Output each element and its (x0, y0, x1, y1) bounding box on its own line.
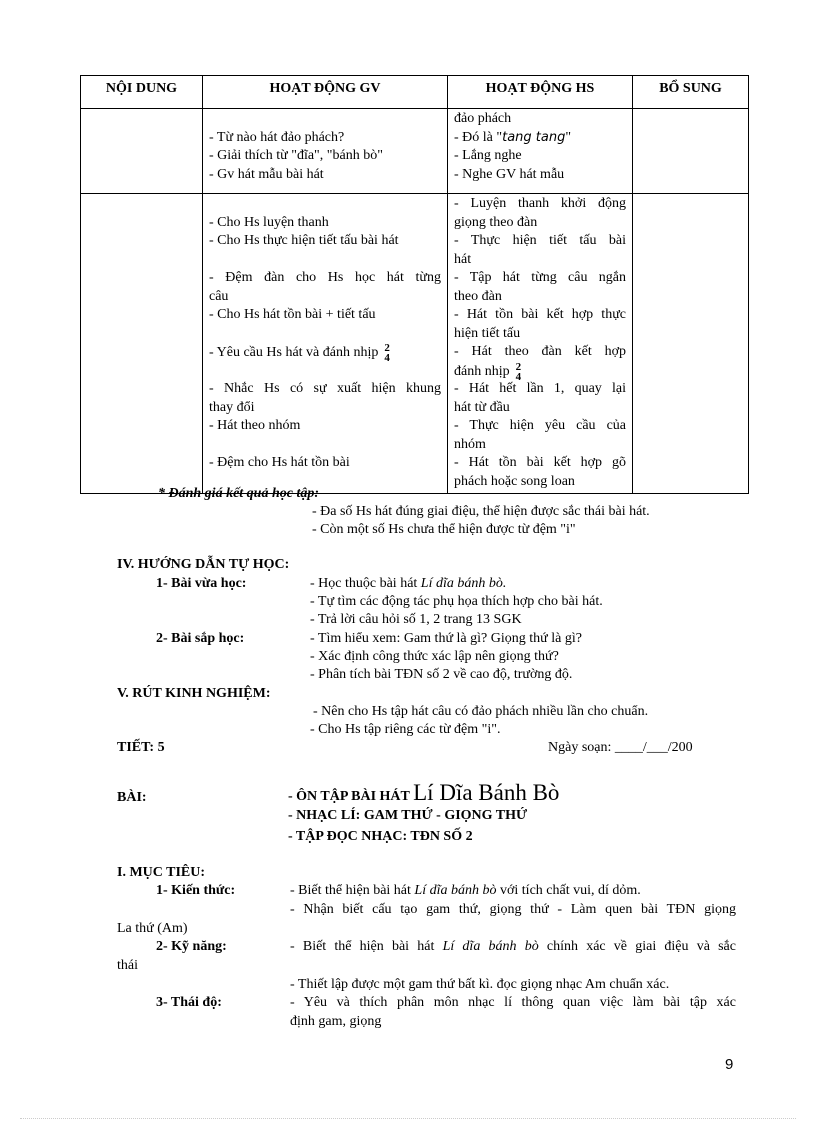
time-signature (516, 362, 522, 382)
page-footer-divider (20, 1118, 796, 1119)
hs-line: hát (454, 251, 472, 267)
objective-text: chính xác về giai điệu và sắc (538, 939, 736, 954)
objective-line: thái (117, 958, 138, 973)
objective-line: định gam, giọng (290, 1014, 382, 1029)
item-line: - Xác định công thức xác lập nên giọng thứ? (310, 649, 559, 664)
gv-line: - Cho Hs hát tồn bài + tiết tấu (209, 307, 376, 322)
time-signature (384, 343, 390, 363)
experience-line: - Nên cho Hs tập hát câu có đảo phách nhiều lần cho chuẩn. (313, 704, 649, 719)
hs-line: - Hát hết lần 1, quay lại (454, 381, 626, 396)
kien-thuc-label: 1- Kiến thức: (156, 883, 236, 898)
gv-line-text: - Yêu cầu Hs hát và đánh nhịp (209, 345, 379, 361)
gv-line: - Gv hát mẫu bài hát (209, 166, 324, 182)
ky-nang-label: 2- Kỹ năng: (156, 939, 227, 954)
gv-line: - Nhắc Hs có sự xuất hiện khung (209, 381, 441, 396)
table-row (81, 194, 749, 494)
objective-line: - Thiết lập được một gam thứ bất kì. đọc giọng nhạc Am chuẩn xác. (290, 977, 670, 992)
objective-line: - Nhận biết cấu tạo gam thứ, giọng thứ - Làm quen bài TĐN giọng (290, 902, 736, 917)
lesson-activity-table (80, 75, 749, 494)
objective-line (290, 883, 641, 899)
header-hoat-dong-gv: HOẠT ĐỘNG GV (203, 76, 448, 109)
hs-line: đảo phách (454, 111, 512, 126)
objective-line: La thứ (Am) (117, 921, 188, 936)
row2-gv-cell (203, 194, 448, 494)
date-prepared: Ngày soạn: ____/___/200 (548, 740, 693, 755)
section-5-heading: V. RÚT KINH NGHIỆM: (117, 686, 271, 701)
bai-line (288, 780, 559, 806)
hs-line: - Nghe GV hát mẫu (454, 166, 565, 182)
item-line: - Tìm hiểu xem: Gam thứ là gì? Giọng thứ là gì? (310, 631, 582, 646)
hs-line-quote: " (565, 129, 572, 145)
objective-line: - Yêu và thích phân môn nhạc lí thông quan việc làm bài tập xác (290, 995, 736, 1010)
gv-line: - Cho Hs luyện thanh (209, 214, 329, 230)
bai-label: BÀI: (117, 790, 147, 805)
hs-line: giọng theo đàn (454, 214, 538, 230)
gv-line: - Từ nào hát đảo phách? (209, 129, 345, 145)
objective-text: - Biết thể hiện bài hát (290, 939, 443, 954)
hs-line (454, 362, 626, 381)
hs-line: - Thực hiện yêu cầu của (454, 418, 626, 433)
gv-line: câu (209, 288, 229, 304)
song-title: Lí Dĩa Bánh Bò (413, 780, 560, 805)
time-sig-den: 4 (515, 370, 522, 383)
hs-line: - Tập hát từng câu ngắn (454, 270, 626, 285)
bai-line: - TẬP ĐỌC NHẠC: TĐN SỐ 2 (288, 829, 473, 844)
thai-do-label: 3- Thái độ: (156, 995, 222, 1010)
gv-line: - Đệm cho Hs hát tồn bài (209, 455, 350, 470)
hs-line: hiện tiết tấu (454, 325, 521, 341)
item-line: - Trả lời câu hỏi số 1, 2 trang 13 SGK (310, 612, 522, 627)
bai-line-text: - ÔN TẬP BÀI HÁT (288, 789, 410, 804)
hs-line: theo đàn (454, 288, 502, 304)
experience-line: - Cho Hs tập riêng các từ đệm "i". (310, 722, 501, 737)
hs-line: phách hoặc song loan (454, 473, 575, 489)
hs-line: - Hát tồn bài kết hợp thực (454, 307, 626, 322)
time-sig-num: 2 (515, 360, 522, 373)
row2-noi-dung-cell (81, 194, 203, 494)
item-line (310, 576, 506, 592)
table-header-row (81, 76, 749, 109)
gv-line: thay đổi (209, 399, 255, 415)
evaluation-line: - Còn một số Hs chưa thể hiện được từ đệm "i" (312, 522, 576, 537)
header-bo-sung: BỔ SUNG (633, 76, 749, 109)
bai-line: - NHẠC LÍ: GAM THỨ - GIỌNG THỨ (288, 808, 528, 823)
section-1-heading: I. MỤC TIÊU: (117, 865, 206, 880)
hs-line-text: đánh nhịp (454, 363, 510, 379)
hs-line: - Hát theo đàn kết hợp (454, 344, 626, 359)
hs-line (454, 129, 626, 148)
gv-line: - Hát theo nhóm (209, 418, 301, 433)
time-sig-den: 4 (384, 352, 390, 364)
item-bai-vua-hoc-label: 1- Bài vừa học: (156, 576, 247, 591)
hs-line: - Lắng nghe (454, 148, 522, 163)
hs-line: hát từ đầu (454, 399, 510, 415)
item-line: - Tự tìm các động tác phụ họa thích hợp cho bài hát. (310, 594, 603, 609)
gv-line (209, 343, 441, 362)
row2-hs-cell (448, 194, 633, 494)
song-title: Lí dĩa bánh bò. (420, 576, 507, 591)
objective-text: - Biết thể hiện bài hát (290, 883, 415, 898)
gv-line: - Đệm đàn cho Hs học hát từng (209, 270, 441, 285)
song-title: Lí dĩa bánh bò (414, 883, 497, 898)
hs-line-text: - Đó là " (454, 129, 503, 145)
item-line-text: - Học thuộc bài hát (310, 576, 421, 591)
row1-bo-sung-cell (633, 109, 749, 194)
period-label: TIẾT: 5 (117, 740, 165, 755)
hs-line: - Luyện thanh khởi động (454, 196, 626, 211)
row2-bo-sung-cell (633, 194, 749, 494)
gv-line: - Cho Hs thực hiện tiết tấu bài hát (209, 233, 399, 248)
hs-line: - Thực hiện tiết tấu bài (454, 233, 626, 248)
evaluation-heading: * Đánh giá kết quả học tập: (158, 486, 320, 501)
hs-line: - Hát tồn bài kết hợp gõ (454, 455, 626, 470)
gv-line: - Giải thích từ "đĩa", "bánh bò" (209, 148, 383, 163)
song-title: Lí dĩa bánh bò (442, 939, 539, 954)
hs-line: nhóm (454, 436, 486, 452)
item-line: - Phân tích bài TĐN số 2 về cao độ, trường độ. (310, 667, 573, 682)
objective-line (290, 939, 736, 955)
header-hoat-dong-hs: HOẠT ĐỘNG HS (448, 76, 633, 109)
section-4-heading: IV. HƯỚNG DẪN TỰ HỌC: (117, 557, 290, 572)
row1-hs-cell (448, 109, 633, 194)
objective-text: với tích chất vui, dí dỏm. (496, 883, 641, 898)
tang-tang-word: tang tang (502, 129, 566, 145)
time-sig-num: 2 (384, 342, 390, 354)
table-row (81, 109, 749, 194)
page-number: 9 (725, 1056, 734, 1073)
item-bai-sap-hoc-label: 2- Bài sắp học: (156, 631, 245, 646)
row1-gv-cell (203, 109, 448, 194)
evaluation-line: - Đa số Hs hát đúng giai điệu, thể hiện được sắc thái bài hát. (312, 504, 650, 519)
header-noi-dung: NỘI DUNG (81, 76, 203, 109)
row1-noi-dung-cell (81, 109, 203, 194)
